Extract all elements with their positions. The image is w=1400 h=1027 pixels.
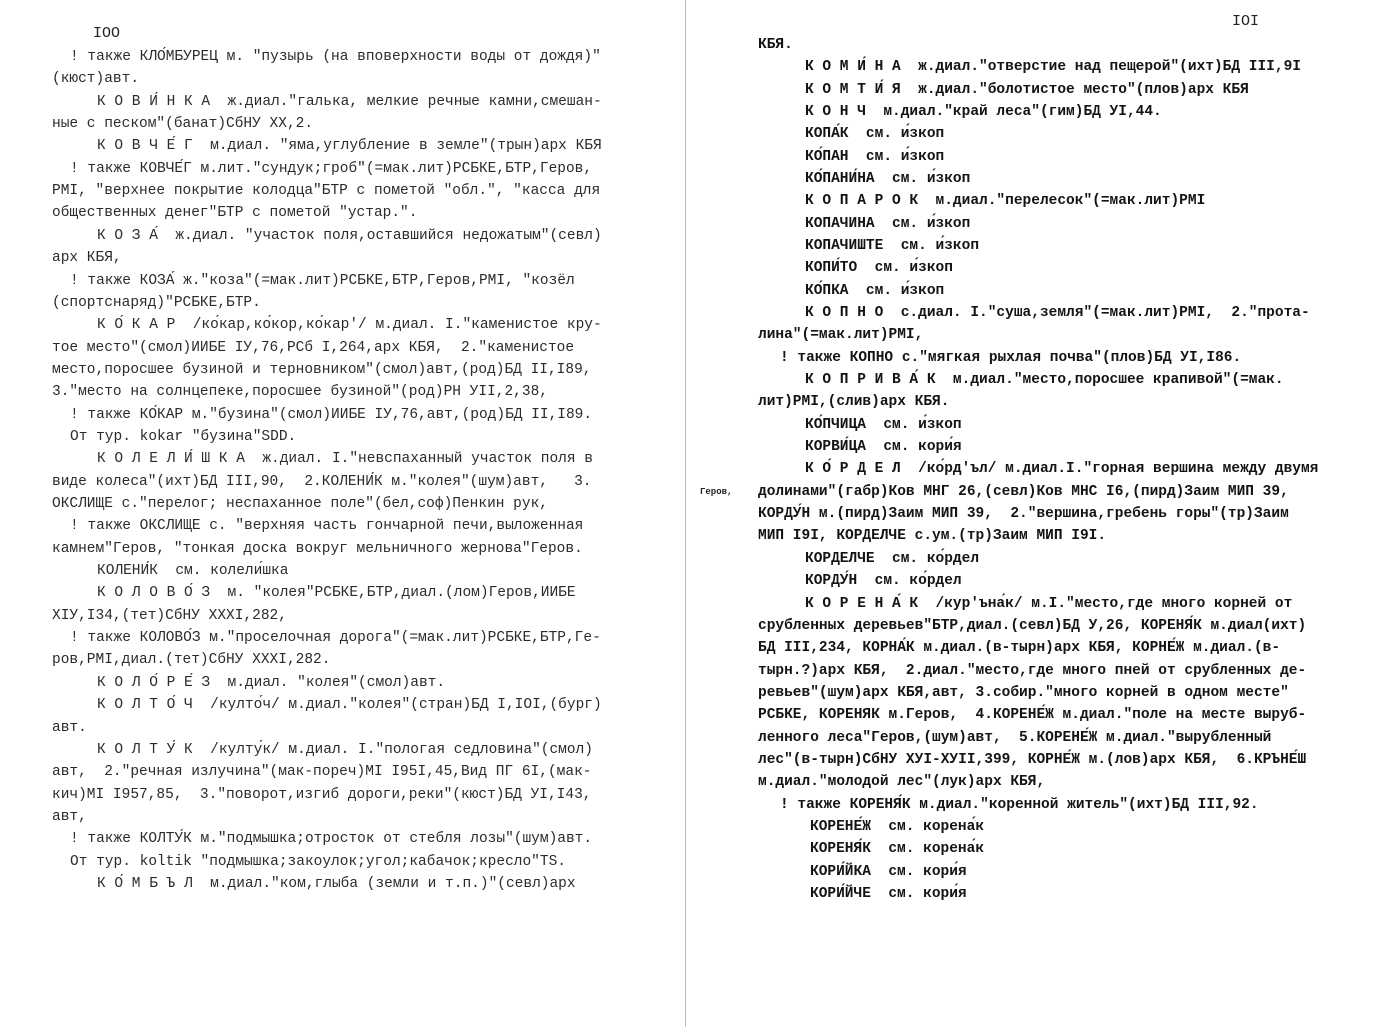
entry-continuation-line: авт, xyxy=(52,808,87,825)
entry-headword-line: КОРИ́ЙЧЕ см. кори́я xyxy=(810,885,967,902)
entry-headword-line: К О М И́ Н А ж.диал."отверстие над пещерой"(ихт)БД III,9I xyxy=(805,59,1301,76)
entry-continuation-line: срубленных деревьев"БТР,диал.(севл)БД У,26, КОРЕНЯ́К м.диал(ихт) xyxy=(758,617,1307,634)
entry-headword-line: КОПАЧИШТЕ см. и́зкоп xyxy=(805,238,980,255)
entry-variant-line: От тур. kokar "бузина"SDD. xyxy=(70,428,297,445)
entry-variant-line: ! также КО́КАР м."бузина"(смол)ИИБЕ IУ,76,авт,(род)БД II,I89. xyxy=(70,406,593,423)
entry-continuation-line: ров,РМI,диал.(тет)СбНУ XXXI,282. xyxy=(52,652,331,669)
page-number: IOI xyxy=(1232,13,1260,30)
entry-variant-line: От тур. koltik "подмышка;закоулок;угол;кабачок;кресло"TS. xyxy=(70,853,566,870)
entry-continuation-line: КОРДУ́Н м.(пирд)Заим МИП 39, 2."вершина,гребень горы"(тр)Заим xyxy=(758,506,1289,523)
entry-headword-line: КО́ПЧИЦА см. и́зкоп xyxy=(805,416,962,433)
entry-headword-line: КОРДЕЛЧЕ см. ко́рдел xyxy=(805,550,980,567)
entry-continuation-line: (кюст)авт. xyxy=(52,71,140,88)
left-page xyxy=(0,0,686,1027)
handwritten-annotation: Геров, xyxy=(700,487,733,497)
entry-headword-line: К О П А Р О К м.диал."перелесок"(=мак.лит)РМI xyxy=(805,193,1206,210)
entry-headword-line: К О В Ч Е́ Г м.диал. "яма,углубление в земле"(трын)арх КБЯ xyxy=(97,138,602,155)
entry-headword-line: К О Л О́ Р Е́ З м.диал. "колея"(смол)авт. xyxy=(97,674,446,691)
entry-variant-line: ! также ОКСЛИЩЕ с. "верхняя часть гончарной печи,выложенная xyxy=(70,518,584,535)
entry-headword-line: КО́ПАНИ́НА см. и́зкоп xyxy=(805,171,971,188)
entry-continuation-line: лес"(в-тырн)СбНУ ХУI-ХУII,399, КОРНЕ́Ж м.(лов)арх КБЯ, 6.КРЪНЕ́Ш xyxy=(758,751,1307,768)
entry-variant-line: ! также КОРЕНЯ́К м.диал."коренной житель"(ихт)БД III,92. xyxy=(780,796,1259,813)
entry-headword-line: КОРВИ́ЦА см. кори́я xyxy=(805,439,962,456)
entry-headword-line: К О Л Т У́ К /култу́к/ м.диал. I."пологая седловина"(смол) xyxy=(97,741,593,758)
right-page xyxy=(688,0,1400,1027)
entry-headword-line: КОРЕНЯ́К см. корена́к xyxy=(810,841,985,858)
page-divider xyxy=(685,0,686,1027)
entry-continuation-line: 3."место на солнцепеке,поросшее бузиной"(род)РН УII,2,38, xyxy=(52,384,548,401)
entry-continuation-line: тырн.?)арх КБЯ, 2.диал."место,где много пней от срубленных де- xyxy=(758,662,1307,679)
entry-headword-line: К О Н Ч м.диал."край леса"(гим)БД УI,44. xyxy=(805,104,1162,121)
entry-variant-line: ! также КОЗА́ ж."коза"(=мак.лит)РСБКЕ,БТР,Геров,РМI, "козёл xyxy=(70,272,575,289)
entry-continuation-line: авт, 2."речная излучина"(мак-пореч)МI I95I,45,Вид ПГ 6I,(мак- xyxy=(52,764,592,781)
entry-continuation-line: ленного леса"Геров,(шум)авт, 5.КОРЕНЕ́Ж м.диал."вырубленный xyxy=(758,729,1272,746)
entry-continuation-line: м.диал."молодой лес"(лук)арх КБЯ, xyxy=(758,774,1046,791)
entry-variant-line: ! также КОЛТУ́К м."подмышка;отросток от стебля лозы"(шум)авт. xyxy=(70,831,593,848)
entry-continuation-line: лит)РМI,(слив)арх КБЯ. xyxy=(758,394,950,411)
entry-headword-line: К О Л О В О́ З м. "колея"РСБКЕ,БТР,диал.(лом)Геров,ИИБЕ xyxy=(97,585,576,602)
entry-continuation-line: ные с песком"(банат)СбНУ XX,2. xyxy=(52,116,314,133)
entry-headword-line: К О́ К А Р /ко́кар,ко́кор,ко́кар'/ м.диал. I."каменистое кру- xyxy=(97,317,602,334)
entry-continuation-line: кич)МI I957,85, 3."поворот,изгиб дороги,реки"(кюст)БД УI,I43, xyxy=(52,786,592,803)
entry-continuation-line: место,поросшее бузиной и терновником"(смол)авт,(род)БД II,I89, xyxy=(52,361,592,378)
entry-headword-line: КОРИ́ЙКА см. кори́я xyxy=(810,863,967,880)
entry-headword-line: КО́ПКА см. и́зкоп xyxy=(805,282,945,299)
entry-variant-line: ! также КОПНО с."мягкая рыхлая почва"(плов)БД УI,I86. xyxy=(780,349,1242,366)
entry-headword-line: К О Л Е Л И́ Ш К А ж.диал. I."невспаханный участок поля в xyxy=(97,451,593,468)
entry-continuation-line: авт. xyxy=(52,719,87,736)
entry-headword-line: К О́ М Б Ъ Л м.диал."ком,глыба (земли и т.п.)"(севл)арх xyxy=(97,875,576,892)
entry-headword-line: К О М Т И́ Я ж.диал."болотистое место"(плов)арх КБЯ xyxy=(805,81,1249,98)
entry-continuation-line: РСБКЕ, КОРЕНЯК м.Геров, 4.КОРЕНЕ́Ж м.диал."поле на месте выруб- xyxy=(758,707,1307,724)
entry-headword-line: КОПА́К см. и́зкоп xyxy=(805,126,945,143)
entry-continuation-line: виде колеса"(ихт)БД III,90, 2.КОЛЕНИ́К м."колея"(шум)авт, 3. xyxy=(52,473,592,490)
entry-continuation-line: тое место"(смол)ИИБЕ IУ,76,РСб I,264,арх КБЯ, 2."каменистое xyxy=(52,339,575,356)
entry-headword-line: К О З А́ ж.диал. "участок поля,оставшийся недожатым"(севл) xyxy=(97,227,602,244)
entry-continuation-line: КБЯ. xyxy=(758,37,793,53)
entry-headword-line: К О́ Р Д Е Л /ко́рд'ъл/ м.диал.I."горная вершина между двумя xyxy=(805,461,1319,478)
entry-continuation-line: камнем"Геров, "тонкая доска вокруг мельничного жернова"Геров. xyxy=(52,540,583,557)
entry-continuation-line: МИП I9I, КОРДЕЛЧЕ с.ум.(тр)Заим МИП I9I. xyxy=(758,528,1107,545)
entry-headword-line: КОРЕНЕ́Ж см. корена́к xyxy=(810,818,985,835)
entry-variant-line: ! также КОВЧЕ́Г м.лит."сундук;гроб"(=мак.лит)РСБКЕ,БТР,Геров, xyxy=(70,160,593,177)
entry-continuation-line: ОКСЛИЩЕ с."перелог; неспаханное поле"(бел,соф)Пенкин рук, xyxy=(52,496,548,512)
entry-headword-line: КОПАЧИНА см. и́зкоп xyxy=(805,215,971,232)
entry-continuation-line: (спортснаряд)"РСБКЕ,БТР. xyxy=(52,294,261,311)
entry-headword-line: К О П Р И В А́ К м.диал."место,поросшее крапивой"(=мак. xyxy=(805,372,1284,389)
entry-headword-line: КОПИ́ТО см. и́зкоп xyxy=(805,260,953,277)
entry-headword-line: К О Л Т О́ Ч /култо́ч/ м.диал."колея"(стран)БД I,IOI,(бург) xyxy=(97,697,602,714)
entry-headword-line: КОРДУ́Н см. ко́рдел xyxy=(805,573,962,590)
page-number: IOO xyxy=(93,25,121,42)
entry-headword-line: КОЛЕНИ́К см. колели́шка xyxy=(97,563,289,580)
entry-continuation-line: РМI, "верхнее покрытие колодца"БТР с пометой "обл.", "касса для xyxy=(52,183,601,200)
entry-continuation-line: ревьев"(шум)арх КБЯ,авт, 3.собир."много корней в одном месте" xyxy=(758,684,1289,701)
entry-variant-line: ! также КЛО́МБУРЕЦ м. "пузырь (на вповерхности воды от дождя)" xyxy=(70,49,601,65)
entry-continuation-line: долинами"(габр)Ков МНГ 26,(севл)Ков МНС I6,(пирд)Заим МИП 39, xyxy=(758,483,1289,500)
entry-variant-line: ! также КОЛОВО́З м."проселочная дорога"(=мак.лит)РСБКЕ,БТР,Ге- xyxy=(70,630,601,647)
entry-continuation-line: общественных денег"БТР с пометой "устар.". xyxy=(52,205,418,222)
entry-headword-line: К О В И́ Н К А ж.диал."галька, мелкие речные камни,смешан- xyxy=(97,93,602,110)
entry-headword-line: К О П Н О с.диал. I."суша,земля"(=мак.лит)РМI, 2."прота- xyxy=(805,305,1310,322)
entry-continuation-line: арх КБЯ, xyxy=(52,250,122,267)
entry-continuation-line: лина"(=мак.лит)РМI, xyxy=(758,327,924,344)
entry-continuation-line: XIУ,I34,(тет)СбНУ XXXI,282, xyxy=(52,607,287,624)
entry-headword-line: К О Р Е Н А́ К /кур'ъна́к/ м.I."место,где много корней от xyxy=(805,595,1293,612)
entry-continuation-line: БД III,234, КОРНА́К м.диал.(в-тырн)арх КБЯ, КОРНЕ́Ж м.диал.(в- xyxy=(758,640,1281,657)
entry-headword-line: КО́ПАН см. и́зкоп xyxy=(805,148,945,165)
